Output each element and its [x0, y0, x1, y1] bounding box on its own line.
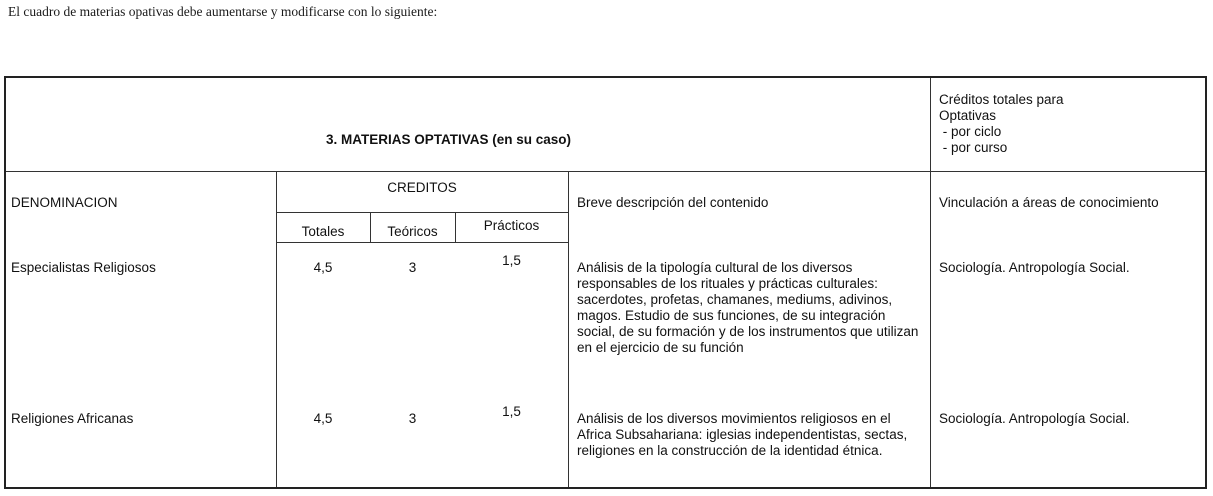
col-header-descripcion: Breve descripción del contenido [577, 195, 769, 210]
row-1-area: Sociología. Antropología Social. [939, 260, 1130, 275]
row-2-teoricos: 3 [408, 411, 417, 426]
intro-text: El cuadro de materias opativas debe aumentarse y modificarse con lo siguiente: [8, 4, 438, 19]
col-header-totales: Totales [301, 224, 345, 239]
header-divider [6, 171, 1205, 172]
row-2-totales: 4,5 [313, 411, 333, 426]
col-header-teoricos: Teóricos [387, 224, 438, 239]
credits-box-line-4: - por curso [939, 140, 1008, 155]
column-header-divider [276, 242, 568, 243]
row-1-practicos: 1,5 [502, 253, 521, 268]
col-header-vinculacion: Vinculación a áreas de conocimiento [939, 195, 1159, 210]
col-divider-credits-box [930, 78, 931, 487]
creditos-subheader-divider [276, 212, 568, 213]
row-1-totales: 4,5 [313, 260, 333, 275]
credits-box-line-2: Optativas [939, 108, 997, 123]
col-divider-creditos [568, 171, 569, 487]
col-divider-denominacion [276, 171, 277, 487]
table-title: 3. MATERIAS OPTATIVAS (en su caso) [326, 132, 572, 147]
row-2-practicos: 1,5 [502, 404, 521, 419]
col-header-denominacion: DENOMINACION [11, 195, 118, 210]
credits-box-line-1: Créditos totales para [939, 92, 1064, 107]
row-1-teoricos: 3 [408, 260, 417, 275]
row-2-area: Sociología. Antropología Social. [939, 411, 1130, 426]
row-2-name: Religiones Africanas [11, 411, 134, 426]
row-1-name: Especialistas Religiosos [11, 260, 156, 275]
col-header-creditos: CREDITOS [387, 180, 457, 195]
credits-box-line-3: - por ciclo [939, 124, 1002, 139]
col-header-practicos: Prácticos [483, 218, 540, 233]
optativas-table [4, 76, 1207, 489]
row-2-description: Análisis de los diversos movimientos religiosos en el Africa Subsahariana: iglesias independentistas, sectas, religiones en la construcción de la identidad étnica. [577, 411, 908, 458]
row-1-description: Análisis de la tipología cultural de los diversos responsables de los rituales y prácticas culturales: sacerdotes, profetas, chamanes, mediums, adivinos, magos. Estudio de sus funciones, de su integración social, de su formación y de los instrumentos que utilizan en el ejercicio de su función [577, 260, 919, 355]
